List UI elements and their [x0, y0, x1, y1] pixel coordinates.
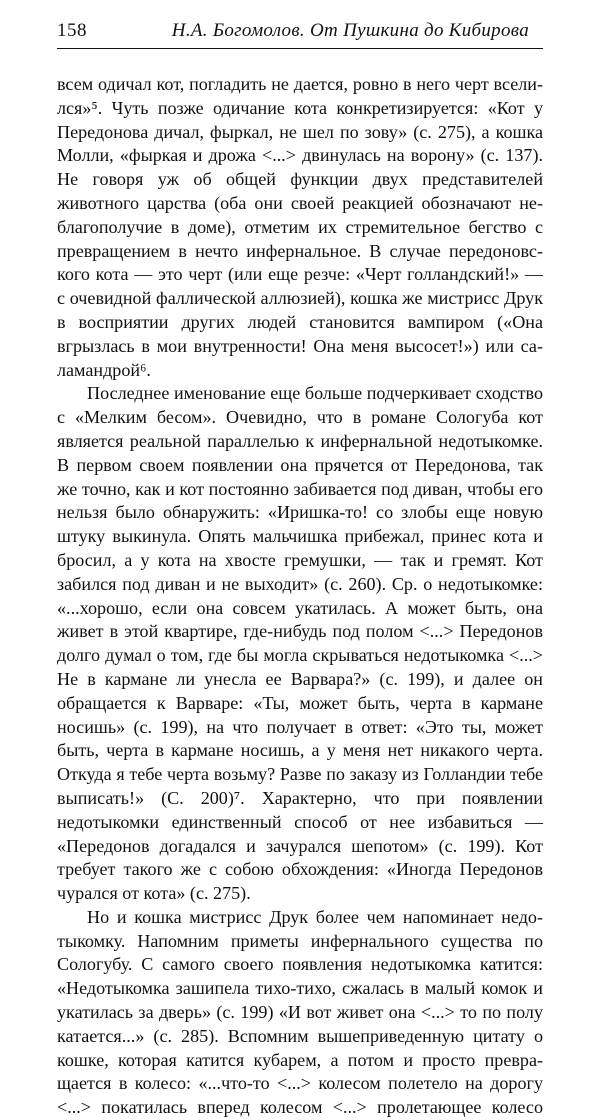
book-page: [57, 0, 543, 1120]
paragraph-2: Последнее именование еще больше подчеркивает сходство с «Мелким бесом». Очевидно, что в романе Сологуба кот является реальной параллелью к инфернальной недотыкомке. В первом своем появлении она прячется от Передонова, так же точно, как и кот постоянно забивается под диван, чтобы его нельзя было обнаружить: «Иришка-то! со злобы еще новую штуку выкинула. Опять мальчишка прибежал, принес кота и бросил, а у кота на хвосте гремушки, — так и гремят. Кот забился под диван и не выходит» (с. 260). Ср. о недотыкомке: «...хорошо, если она совсем укатилась. А может быть, она живет в этой квартире, где-нибудь под полом <...> Передонов долго думал о том, где бы могла скрываться недотыкомка <...> Не в кармане ли унесла ее Варвара?» (с. 199), и далее он обращается к Варваре: «Ты, может быть, черта в кармане носишь» (с. 199), на что получает в ответ: «Это ты, может быть, черта в кармане носишь, а у меня нет никакого черта. Откуда я тебе черта возьму? Разве по заказу из Голландии тебе выписать!» (С. 200)⁷. Характерно, что при появлении недотыкомки единственный способ от нее избавиться — «Передонов догадался и зачурался шепотом» (с. 199). Кот требует такого же с собою обхождения: «Иногда Передонов чурался от кота» (с. 275).: [57, 383, 543, 904]
body-text: [57, 73, 543, 1120]
page-number: 158: [57, 20, 87, 41]
running-title: Н.А. Богомолов. От Пушкина до Кибирова: [171, 20, 529, 41]
paragraph-3: Но и кошка мистрисс Друк более чем напоминает недотыкомку. Напомним приметы инфернального существа по Сологубу. С самого своего появления недотыкомка катится: «Недотыкомка зашипела тихо-тихо, сжалась в малый комок и укатилась за дверь» (с. 199) «И вот живет она <...> то по полу катается...» (с. 285). Вспомним вышеприведенную цитату о кошке, которая катится кубарем, а потом и просто превращается в колесо: «...что-то <...> колесом полетело на дорогу <...> покатилась вперед колесом <...> пролетающее колесо: [57, 906, 543, 1118]
running-head: [57, 14, 543, 49]
paragraph-1: всем одичал кот, погладить не дается, ровно в него черт вселился»⁵. Чуть позже одичание кота конкретизируется: «Кот у Передонова дичал, фыркал, не шел по зову» (с. 275), а кошка Молли, «фыркая и дрожа <...> двинулась на ворону» (с. 137). Не говоря уж об общей функции двух представителей животного царства (оба они своей реакцией обозначают неблагополучие в доме), отметим их стремительное бегство с превращением в нечто инфернальное. В случае передоновского кота — это черт (или еще резче: «Черт голландский!» — с очевидной фаллической аллюзией), кошка же мистрисс Друк в восприятии других людей становится вампиром («Она вгрызлась в мои внутренности! Она меня высосет!») или саламандрой⁶.: [57, 74, 543, 380]
